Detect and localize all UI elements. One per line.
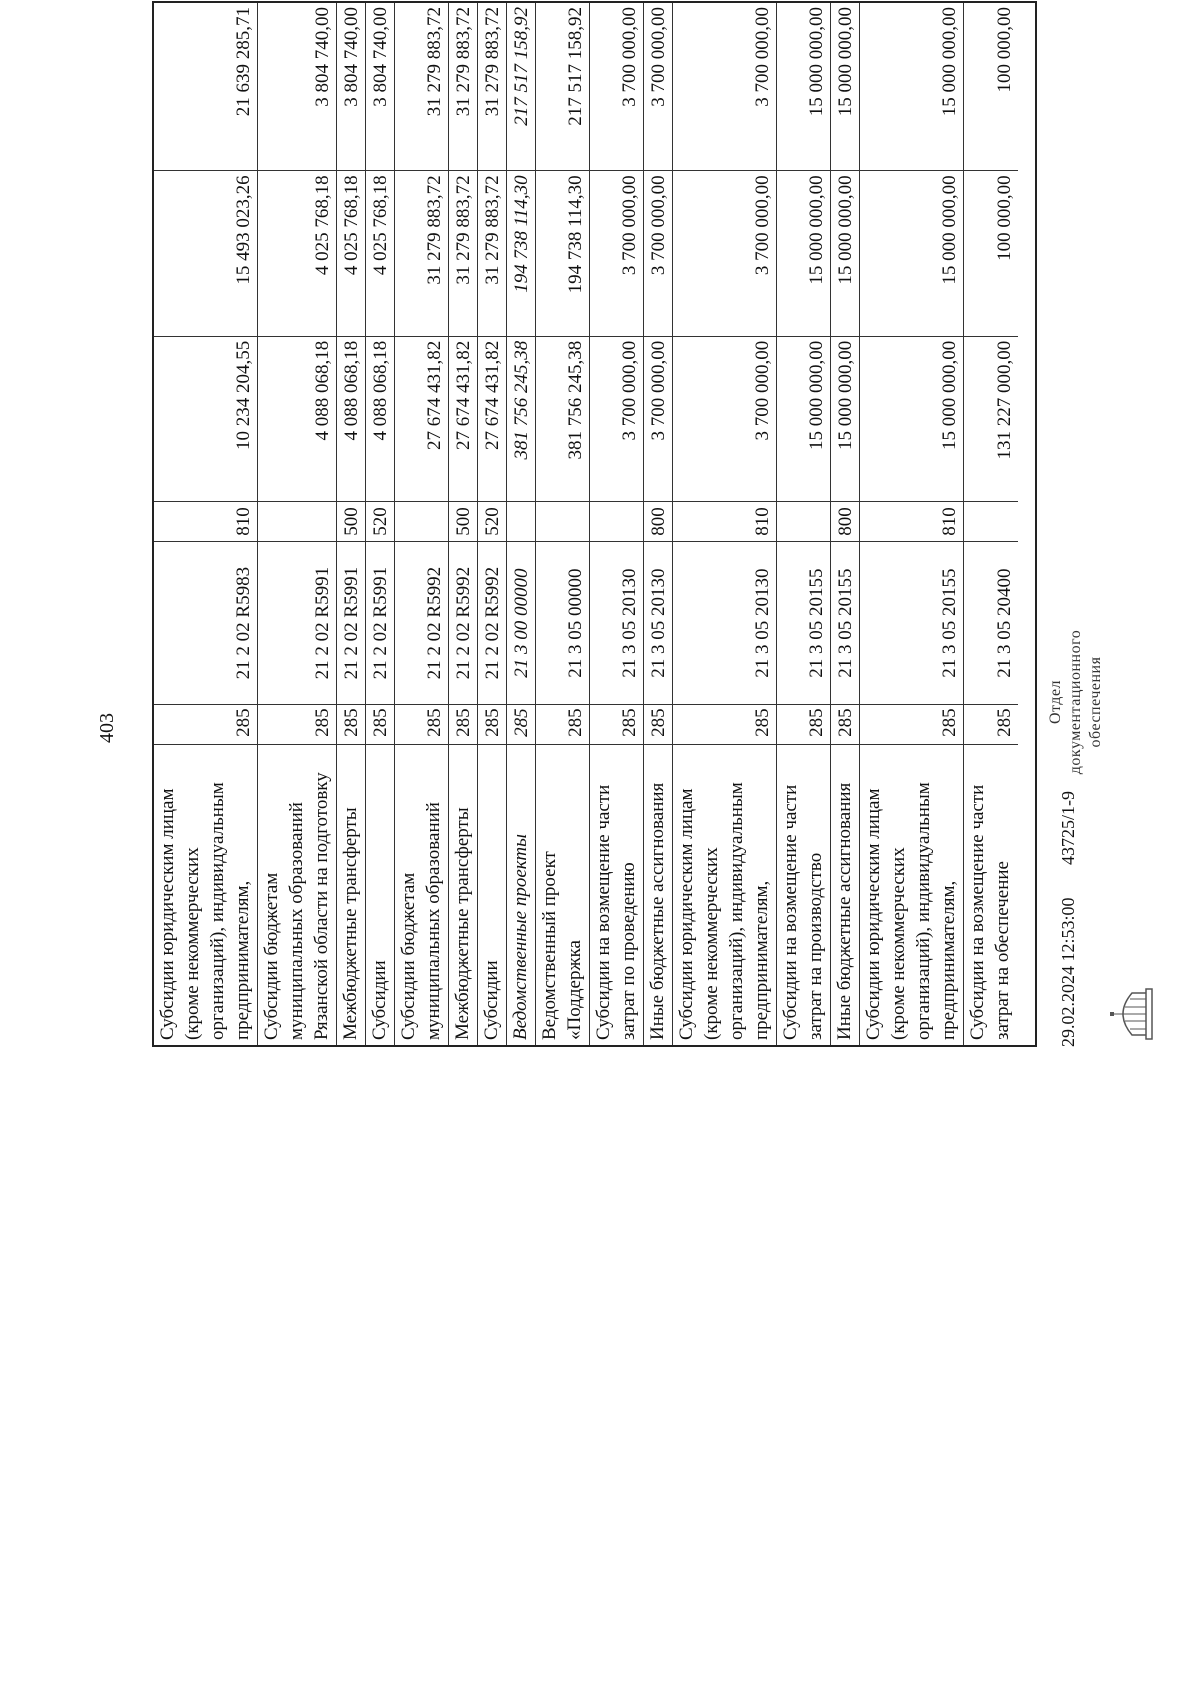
row-value-2026: 3 700 000,00 [619,7,640,107]
row-classifier: 21 3 05 00000 [536,541,589,704]
row-name-line: Субсидии юридическим лицам (кроме некоммерческих [157,788,203,1040]
row-name [507,744,535,1045]
row-name-line: Субсидии бюджетам муниципальных образований [398,802,444,1040]
row-expense-type: 810 [860,501,963,541]
row-classifier: 21 3 05 20130 [590,541,643,704]
row-expense-type [777,501,830,541]
row-value-2024: 15 000 000,00 [831,336,859,501]
table-row [590,3,644,1045]
table-row [507,3,536,1045]
row-name [337,744,365,1045]
row-classifier: 21 2 02 R5992 [449,541,477,704]
table-row [337,3,366,1045]
row-code: 285 [507,704,535,744]
row-code: 285 [673,704,776,744]
row-name-line [641,750,643,1040]
row-code: 285 [777,704,830,744]
row-name-line [828,750,830,1040]
row-value-2026: 3 804 740,00 [341,7,362,107]
row-classifier: 21 3 05 20130 [644,541,672,704]
row-value-2025: 31 279 883,72 [395,170,448,335]
row-value-2024: 15 000 000,00 [860,336,963,501]
row-classifier: 21 2 02 R5991 [258,541,336,704]
row-name-line: Субсидии на возмещение части затрат на производство [780,784,826,1040]
row-classifier: 21 3 05 20130 [673,541,776,704]
row-classifier: 21 2 02 R5991 [366,541,394,704]
row-name [258,744,336,1045]
row-name-line: организаций), индивидуальным предпринимателям, [913,782,959,1040]
row-value-2024: 4 088 068,18 [258,336,336,501]
row-value-2025: 15 000 000,00 [860,170,963,335]
table-row [964,3,1018,1045]
row-value-2025: 3 700 000,00 [590,170,643,335]
row-name [449,744,477,1045]
row-name-line: Субсидии на возмещение части затрат на обеспечение [967,784,1013,1040]
row-code: 285 [831,704,859,744]
row-expense-type [590,501,643,541]
row-expense-type: 500 [337,501,365,541]
row-code: 285 [395,704,448,744]
row-name-line: Субсидии юридическим лицам (кроме некоммерческих [863,788,909,1040]
row-name [673,744,776,1045]
row-value-2024: 15 000 000,00 [777,336,830,501]
row-expense-type [507,501,535,541]
row-expense-type [964,501,1018,541]
row-value-2024: 4 088 068,18 [337,336,365,501]
row-value-2026: 15 000 000,00 [835,7,856,117]
row-name-line [1015,750,1018,1040]
row-code: 285 [154,704,257,744]
row-value-2024: 27 674 431,82 [395,336,448,501]
duma-emblem-icon [1108,985,1156,1043]
row-value-2025: 31 279 883,72 [449,170,477,335]
row-code: 285 [337,704,365,744]
row-name [395,744,448,1045]
row-expense-type: 810 [673,501,776,541]
row-name-line [961,750,963,1040]
row-value-2025: 3 700 000,00 [644,170,672,335]
row-value-2025: 31 279 883,72 [478,170,506,335]
row-value-2025: 15 493 023,26 [154,170,257,335]
row-name-line: Ведомственный проект «Поддержка [539,851,585,1040]
row-expense-type: 500 [449,501,477,541]
table-row [395,3,449,1045]
row-classifier: 21 2 02 R5983 [154,541,257,704]
page-number: 403 [96,713,118,743]
row-expense-type [395,501,448,541]
row-value-2026: 217 517 158,92 [511,7,532,126]
row-value-2024: 3 700 000,00 [590,336,643,501]
table-row [258,3,337,1045]
row-value-2024: 381 756 245,38 [536,336,589,501]
row-value-2026: 100 000,00 [994,7,1015,93]
row-value-2026: 3 804 740,00 [370,7,391,107]
row-name [478,744,506,1045]
row-value-2026: 3 700 000,00 [752,7,773,107]
row-name-line: Субсидии юридическим лицам (кроме некоммерческих [676,788,722,1040]
row-name-line [774,750,776,1040]
row-value-2024: 27 674 431,82 [478,336,506,501]
department-stamp [1046,627,1106,777]
row-name-line: Ведомственные проекты [510,834,531,1040]
row-classifier: 21 2 02 R5991 [337,541,365,704]
row-name [536,744,589,1045]
row-value-2025: 4 025 768,18 [258,170,336,335]
row-name [590,744,643,1045]
row-name [366,744,394,1045]
row-name [831,744,859,1045]
row-name [154,744,257,1045]
table-row [777,3,831,1045]
row-expense-type: 800 [831,501,859,541]
table-row [860,3,964,1045]
table-row [366,3,395,1045]
row-value-2024: 10 234 204,55 [154,336,257,501]
row-value-2026: 217 517 158,92 [565,7,586,126]
row-name-line: Межбюджетные трансферты [452,807,473,1040]
row-value-2025: 194 738 114,30 [507,170,535,335]
row-name-line [255,750,257,1040]
row-value-2025: 100 000,00 [964,170,1018,335]
row-value-2024: 3 700 000,00 [644,336,672,501]
row-value-2026: 31 279 883,72 [453,7,474,117]
row-classifier: 21 3 05 20155 [777,541,830,704]
row-expense-type: 520 [478,501,506,541]
row-value-2025: 15 000 000,00 [777,170,830,335]
table-row [673,3,777,1045]
row-name-line [446,750,448,1040]
row-value-2024: 4 088 068,18 [366,336,394,501]
row-value-2024: 27 674 431,82 [449,336,477,501]
row-name-line: Субсидии [369,960,390,1040]
row-name-line: Межбюджетные трансферты [340,807,361,1040]
row-value-2025: 4 025 768,18 [337,170,365,335]
row-classifier: 21 3 05 20155 [831,541,859,704]
row-value-2025: 3 700 000,00 [673,170,776,335]
table-row [644,3,673,1045]
row-classifier: 21 3 05 20155 [860,541,963,704]
row-name-line: Иные бюджетные ассигнования [647,782,668,1040]
row-value-2024: 381 756 245,38 [507,336,535,501]
row-name-line: Субсидии бюджетам муниципальных образований [261,802,307,1040]
row-code: 285 [536,704,589,744]
footer-date: 29.02.2024 12:53:00 [1058,897,1078,1047]
row-code: 285 [478,704,506,744]
row-value-2024: 3 700 000,00 [673,336,776,501]
row-name [964,744,1018,1045]
row-classifier: 21 3 00 00000 [507,541,535,704]
row-expense-type [258,501,336,541]
row-name-line [587,750,589,1040]
table-row [154,3,258,1045]
row-value-2025: 4 025 768,18 [366,170,394,335]
row-name-line: организаций), индивидуальным предпринимателям, [207,782,253,1040]
row-name-line: Субсидии на возмещение части затрат по проведению [593,784,639,1040]
row-code: 285 [860,704,963,744]
row-expense-type: 800 [644,501,672,541]
row-name-line: Рязанской области на подготовку [311,772,332,1040]
stamp-line-1: Отдел документационного [1047,629,1084,775]
row-code: 285 [644,704,672,744]
row-code: 285 [590,704,643,744]
row-value-2025: 194 738 114,30 [536,170,589,335]
row-value-2026: 31 279 883,72 [482,7,503,117]
row-expense-type: 520 [366,501,394,541]
row-name-line: организаций), индивидуальным предпринимателям, [726,782,772,1040]
row-name-line: Субсидии [481,960,502,1040]
table-row [536,3,590,1045]
row-name-line: Иные бюджетные ассигнования [834,782,855,1040]
row-name [777,744,830,1045]
row-classifier: 21 3 05 20400 [964,541,1018,704]
stamp-line-2: обеспечения [1087,656,1104,748]
row-value-2026: 15 000 000,00 [939,7,960,117]
row-code: 285 [258,704,336,744]
row-classifier: 21 2 02 R5992 [395,541,448,704]
row-code: 285 [366,704,394,744]
row-name [644,744,672,1045]
row-value-2024: 131 227 000,00 [964,336,1018,501]
row-value-2026: 15 000 000,00 [806,7,827,117]
row-expense-type: 810 [154,501,257,541]
row-value-2025: 15 000 000,00 [831,170,859,335]
row-name [860,744,963,1045]
row-value-2026: 31 279 883,72 [424,7,445,117]
row-code: 285 [449,704,477,744]
row-code: 285 [964,704,1018,744]
row-expense-type [536,501,589,541]
row-value-2026: 3 700 000,00 [648,7,669,107]
budget-table [152,1,1037,1047]
table-row [831,3,860,1045]
table-row [449,3,478,1045]
footer-doc-number: 43725/1-9 [1058,791,1078,865]
row-value-2026: 21 639 285,71 [233,7,254,117]
row-classifier: 21 2 02 R5992 [478,541,506,704]
row-value-2026: 3 804 740,00 [312,7,333,107]
table-row [478,3,507,1045]
